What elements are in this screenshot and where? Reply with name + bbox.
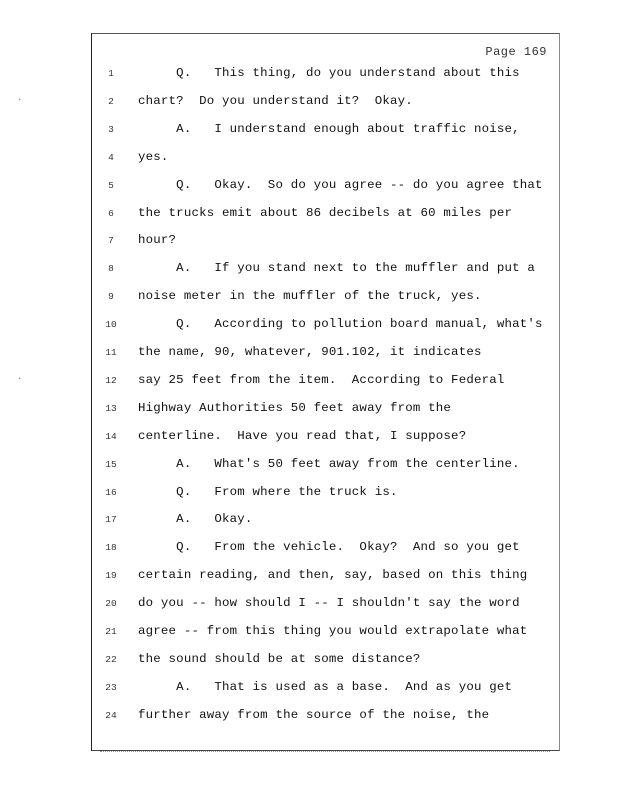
page-number: Page 169 [485,45,547,59]
transcript-line: A. That is used as a base. And as you get [138,679,513,694]
transcript-line: certain reading, and then, say, based on this thing [138,568,528,583]
line-number: 23 [105,681,117,693]
transcript-line: Highway Authorities 50 feet away from the [138,400,452,415]
line-number: 4 [108,151,114,163]
line-number: 11 [105,347,117,358]
scan-edge [100,751,550,752]
transcript-line: Q. From where the truck is. [138,484,398,499]
line-number: 18 [105,542,117,554]
line-number: 2 [108,95,114,107]
line-number: 17 [105,514,117,526]
line-number: 1 [108,68,114,79]
transcript-line: do you -- how should I -- I shouldn't say the word [138,596,520,611]
line-number: 12 [105,374,117,386]
transcript-line: Q. Okay. So do you agree -- do you agree that [138,177,543,192]
transcript-line: A. What's 50 feet away from the centerline. [138,456,520,471]
transcript-line: yes. [138,149,169,164]
line-number: 6 [108,207,114,219]
line-number: 8 [108,263,114,275]
transcript-line: hour? [138,233,177,248]
transcript-line: the name, 90, whatever, 901.102, it indicates [138,345,482,359]
transcript-line: A. Okay. [138,512,253,527]
line-number: 13 [105,402,117,414]
line-number: 3 [108,123,114,135]
transcript-line: A. I understand enough about traffic noise, [138,121,520,136]
transcript-line: chart? Do you understand it? Okay. [138,93,413,108]
transcript-line: the sound should be at some distance? [138,651,421,666]
scan-mark: · [17,95,23,105]
line-number: 14 [105,430,117,442]
transcript-line: noise meter in the muffler of the truck, yes. [138,289,482,304]
transcript-line: say 25 feet from the item. According to Federal [138,372,505,387]
transcript-line: Q. This thing, do you understand about this [138,66,520,80]
line-number: 22 [105,653,117,665]
transcript-line: the trucks emit about 86 decibels at 60 miles per [138,205,513,220]
scan-mark: · [17,374,23,384]
transcript-line: Q. According to pollution board manual, what's [138,317,543,332]
transcript-line: centerline. Have you read that, I suppose? [138,428,467,443]
line-number: 10 [105,319,117,331]
line-number: 9 [108,291,114,303]
transcript-line: Q. From the vehicle. Okay? And so you get [138,540,520,555]
transcript-page [91,33,560,751]
line-number: 21 [105,626,117,637]
line-number: 7 [108,235,114,247]
line-number: 5 [108,179,114,191]
transcript-line: agree -- from this thing you would extrapolate what [138,624,528,638]
line-number: 20 [105,598,117,610]
line-number: 24 [105,709,117,721]
transcript-line: A. If you stand next to the muffler and put a [138,261,536,276]
line-number: 16 [105,486,117,498]
line-number: 19 [105,570,117,582]
transcript-line: further away from the source of the noise, the [138,707,490,722]
line-number: 15 [105,458,117,470]
